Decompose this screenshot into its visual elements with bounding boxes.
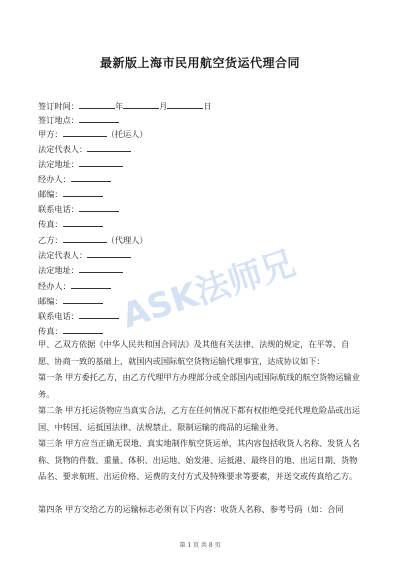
party-a-phone-blank — [79, 203, 119, 212]
party-b-phone-label: 联系电话： — [38, 311, 79, 321]
article-1: 第一条 甲方委托乙方，由乙方代理甲方办理部分或全部国内或国际航线的航空货物运输业务。 — [38, 372, 360, 399]
party-a-agent-blank — [71, 173, 111, 182]
sign-place-row — [38, 114, 119, 125]
page-footer: 第 1 页 共 8 页 — [179, 542, 221, 549]
year-blank — [79, 100, 115, 109]
month-label: 月 — [159, 101, 168, 111]
sign-time-label: 签订时间： — [38, 101, 79, 111]
party-b-blank — [63, 234, 107, 243]
article-2: 第二条 甲方托运货物应当真实合法，乙方在任何情况下都有权拒绝受托代理危险品或出运国、中转国、运抵国法律、法规禁止、限制运输的商品的运输业务。 — [38, 405, 360, 432]
party-a-role: （托运人） — [106, 129, 148, 139]
party-b-phone-row — [38, 310, 119, 321]
party-b-role: （代理人） — [106, 235, 148, 245]
party-a-agent-row — [38, 173, 111, 184]
party-b-agent-row — [38, 280, 111, 291]
sign-place-blank — [79, 114, 119, 123]
party-b-agent-label: 经办人： — [38, 281, 71, 291]
party-a-fax-label: 传真： — [38, 219, 63, 229]
party-a-addr-label: 法定地址： — [38, 159, 79, 169]
month-blank — [123, 100, 159, 109]
party-b-label: 乙方： — [38, 235, 63, 245]
watermark-text: ASK法师兄 — [117, 243, 300, 337]
party-b-fax-row — [38, 325, 103, 336]
party-a-postcode-blank — [63, 188, 103, 197]
party-a-fax-row — [38, 218, 103, 229]
sign-time-row — [38, 100, 212, 111]
paragraph-preamble: 甲、乙双方依据《中华人民共和国合同法》及其他有关法律、法规的规定，在平等、自愿、协商一致的基础上，就国内或国际航空货物运输代理事宜，达成协议如下： — [38, 339, 350, 366]
party-b-rep-label: 法定代表人： — [38, 250, 88, 260]
party-a-addr-blank — [79, 158, 123, 167]
party-a-rep-row — [38, 143, 131, 154]
party-a-blank — [63, 128, 107, 137]
party-b-postcode-label: 邮编： — [38, 296, 63, 306]
day-label: 日 — [203, 101, 212, 111]
party-a-rep-blank — [87, 143, 131, 152]
article-3: 第三条 甲方应当正确无误地、真实地制作航空货运单，其内容包括收货人名称、发货人名称、货物的件数、重量、体积、出运地、始发港、运抵港、最终目的地、出运日期、货物品名、要求航班、出运价格、运费的支付方式及特殊要求等要素，并送交或传真给乙方。 — [38, 438, 360, 481]
party-a-agent-label: 经办人： — [38, 174, 71, 184]
party-b-addr-label: 法定地址： — [38, 265, 79, 275]
watermark-logo — [110, 232, 300, 342]
sign-place-label: 签订地点： — [38, 115, 79, 125]
party-a-rep-label: 法定代表人： — [38, 144, 88, 154]
party-a-phone-row — [38, 203, 119, 214]
party-b-agent-blank — [71, 280, 111, 289]
party-b-fax-blank — [63, 325, 103, 334]
party-b-postcode-blank — [63, 295, 103, 304]
document-title: 最新版上海市民用航空货运代理合同 — [99, 56, 300, 70]
article-4: 第四条 甲方交给乙方的运输标志必须有以下内容：收货人名称、参考号码（如：合同 — [38, 504, 344, 514]
day-blank — [167, 100, 203, 109]
party-a-row — [38, 128, 148, 139]
party-a-label: 甲方： — [38, 129, 63, 139]
party-a-addr-row — [38, 158, 123, 169]
party-b-postcode-row — [38, 295, 103, 306]
party-a-postcode-row — [38, 188, 103, 199]
party-a-postcode-label: 邮编： — [38, 189, 63, 199]
party-a-phone-label: 联系电话： — [38, 204, 79, 214]
party-a-fax-blank — [63, 218, 103, 227]
party-b-fax-label: 传真： — [38, 326, 63, 336]
year-label: 年 — [114, 101, 124, 111]
